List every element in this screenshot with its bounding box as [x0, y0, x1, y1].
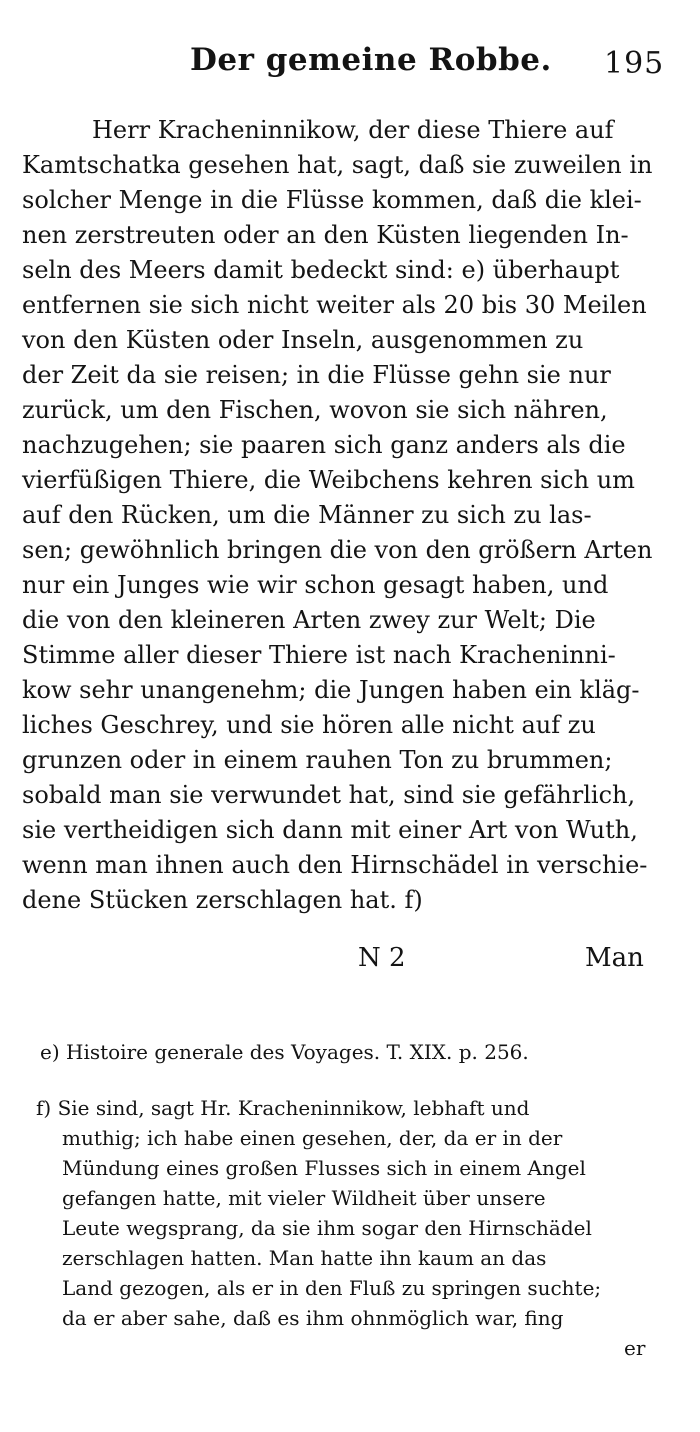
footnote-f-line: Land gezogen, als er in den Fluß zu springen suchte; — [62, 1276, 602, 1300]
footnote-f-line: muthig; ich habe einen gesehen, der, da er in der — [62, 1126, 563, 1150]
text-line: der Zeit da sie reisen; in die Flüsse gehn sie nur — [22, 361, 611, 389]
page-number: 195 — [604, 46, 665, 81]
catchword: Man — [585, 943, 644, 973]
footnote-f-line: gefangen hatte, mit vieler Wildheit über unsere — [62, 1186, 546, 1210]
text-line: vierfüßigen Thiere, die Weibchens kehren sich um — [22, 466, 635, 494]
text-line: kow sehr unangenehm; die Jungen haben ein kläg- — [22, 676, 640, 704]
running-title: Der gemeine Robbe. — [190, 42, 552, 78]
text-line: die von den kleineren Arten zwey zur Welt; Die — [22, 606, 596, 634]
text-line: dene Stücken zerschlagen hat. f) — [22, 886, 423, 914]
text-line: grunzen oder in einem rauhen Ton zu brummen; — [22, 746, 613, 774]
text-line: sie vertheidigen sich dann mit einer Art von Wuth, — [22, 816, 638, 844]
footnote-f-line: Mündung eines großen Flusses sich in einem Angel — [62, 1156, 586, 1180]
text-line: nachzugehen; sie paaren sich ganz anders als die — [22, 431, 626, 459]
text-line: zurück, um den Fischen, wovon sie sich nähren, — [22, 396, 608, 424]
footnote-f-line: Leute wegsprang, da sie ihm sogar den Hirnschädel — [62, 1216, 592, 1240]
footnote-f-line: zerschlagen hatten. Man hatte ihn kaum an das — [62, 1246, 547, 1270]
text-line: Herr Kracheninnikow, der diese Thiere auf — [92, 116, 614, 144]
footnote-f-line: da er aber sahe, daß es ihm ohnmöglich war, fing — [62, 1306, 564, 1330]
text-line: sobald man sie verwundet hat, sind sie gefährlich, — [22, 781, 636, 809]
text-line: seln des Meers damit bedeckt sind: e) überhaupt — [22, 256, 620, 284]
text-line: Stimme aller dieser Thiere ist nach Kracheninni- — [22, 641, 616, 669]
text-line: solcher Menge in die Flüsse kommen, daß die klei- — [22, 186, 642, 214]
text-line: entfernen sie sich nicht weiter als 20 bis 30 Meilen — [22, 291, 647, 319]
text-line: auf den Rücken, um die Männer zu sich zu las- — [22, 501, 592, 529]
text-line: von den Küsten oder Inseln, ausgenommen zu — [22, 326, 584, 354]
text-line: nen zerstreuten oder an den Küsten liegenden In- — [22, 221, 629, 249]
text-line: liches Geschrey, und sie hören alle nicht auf zu — [22, 711, 596, 739]
text-line: Kamtschatka gesehen hat, sagt, daß sie zuweilen in — [22, 151, 653, 179]
page-header — [0, 42, 700, 92]
footnote-catchword: er — [624, 1336, 646, 1360]
text-line: sen; gewöhnlich bringen die von den größern Arten — [22, 536, 653, 564]
signature-mark: N 2 — [358, 943, 406, 973]
text-line: wenn man ihnen auch den Hirnschädel in verschie- — [22, 851, 648, 879]
footnote-f-line: f) Sie sind, sagt Hr. Kracheninnikow, lebhaft und — [36, 1096, 530, 1120]
text-line: nur ein Junges wie wir schon gesagt haben, und — [22, 571, 609, 599]
footnote-e: e) Histoire generale des Voyages. T. XIX. p. 256. — [40, 1040, 529, 1064]
